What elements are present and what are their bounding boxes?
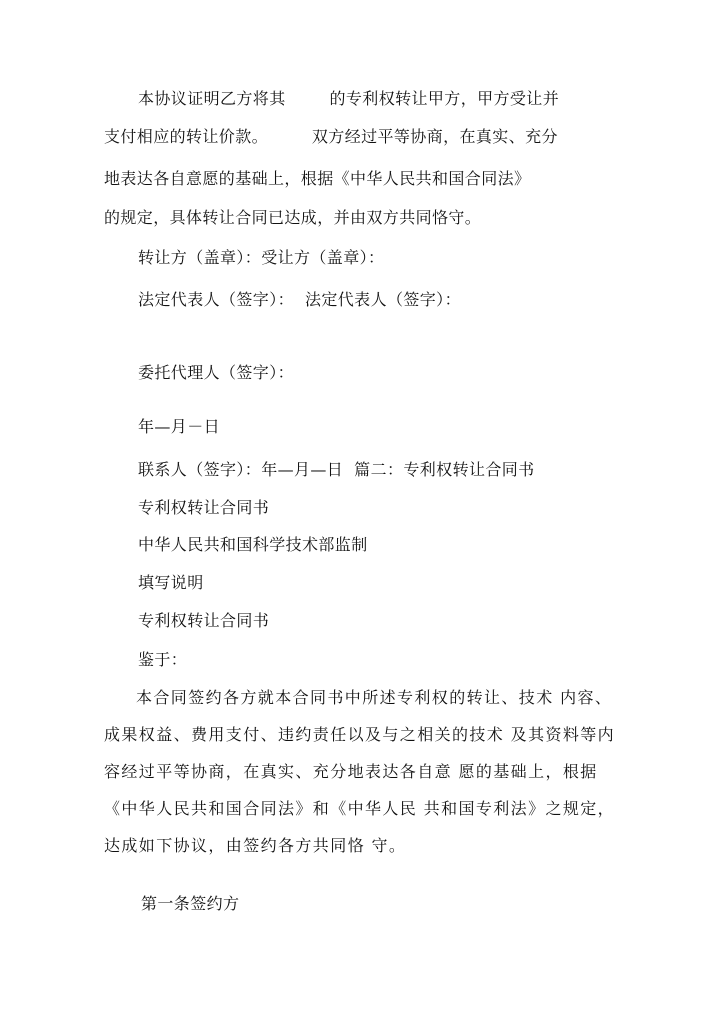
agent-signature-line: 委托代理人（签字）： <box>138 363 295 382</box>
legal-representative-line: 法定代表人（签字）： 法定代表人（签字）： <box>138 290 461 309</box>
whereas-line: 鉴于： <box>138 650 188 669</box>
transferor-transferee-seal-line: 转让方（盖章）：受让方（盖章）： <box>138 248 385 267</box>
text-line-3: 地表达各自意愿的基础上，根据《中华人民共和国合同法》 <box>104 169 531 188</box>
text-line-2: 支付相应的转让价款。 双方经过平等协商，在真实、充分 <box>104 127 558 146</box>
supervisor-line: 中华人民共和国科学技术部监制 <box>138 535 368 554</box>
contact-line: 联系人（签字）：年—月—日 篇二：专利权转让合同书 <box>138 460 535 479</box>
article-one-heading: 第一条签约方 <box>141 894 240 913</box>
text-line-1: 本协议证明乙方将其 的专利权转让甲方，甲方受让并 <box>138 89 560 108</box>
instructions-heading: 填写说明 <box>138 573 204 592</box>
date-line: 年—月－日 <box>138 417 221 436</box>
text-line-4: 的规定，具体转让合同已达成，并由双方共同恪守。 <box>104 208 482 227</box>
contract-title-line-2: 专利权转让合同书 <box>138 611 270 630</box>
contract-title-line: 专利权转让合同书 <box>138 498 270 517</box>
agreement-paragraph: 本合同签约各方就本合同书中所述专利权的转让、技术 内容、成果权益、费用支付、违约责任以及与之相关的技术 及其资料等内容经过平等协商，在真实、充分地表达各自意 愿的基础上，根据《中华人民共和国合同法》和《中华人民 共和国专利法》之规定，达成如下协议，由签约各方共同恪 守。 <box>104 688 616 855</box>
